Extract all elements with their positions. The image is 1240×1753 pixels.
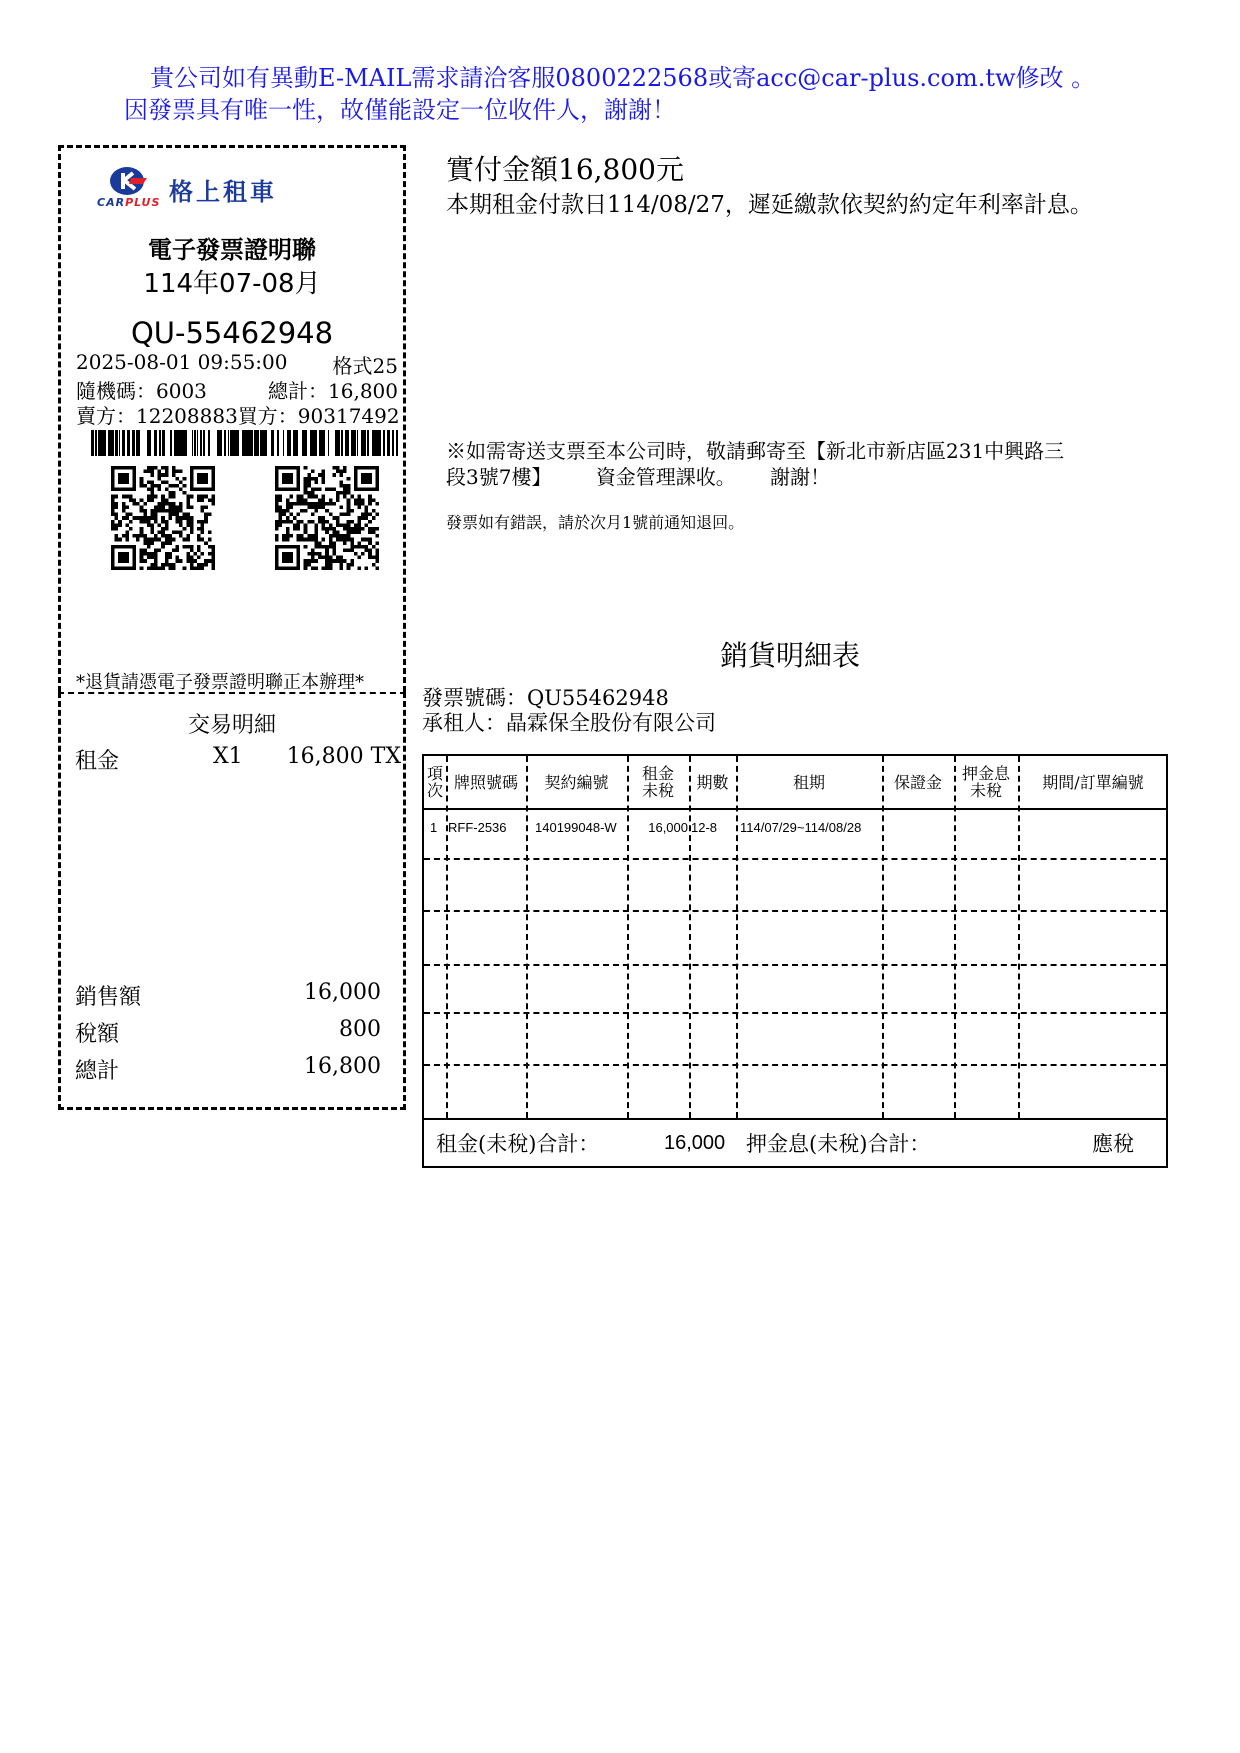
header-dep-int-line1: 押金息 xyxy=(961,764,1010,783)
header-order: 期間/訂單編號 xyxy=(1042,772,1144,792)
receipt-random-code: 隨機碼：6003 xyxy=(76,379,207,403)
header-deposit: 保證金 xyxy=(893,772,942,792)
row-rent: 16,000 xyxy=(648,820,688,835)
header-dep-int-line2: 未稅 xyxy=(969,781,1002,800)
return-note: *退貨請憑電子發票證明聯正本辦理* xyxy=(76,672,364,693)
e-invoice-receipt xyxy=(58,145,406,692)
header-seq xyxy=(424,756,446,808)
row-plate: RFF-2536 xyxy=(448,820,507,835)
row-term: 114/07/29~114/08/28 xyxy=(740,820,862,835)
error-note: 發票如有錯誤，請於次月1號前通知退回。 xyxy=(446,513,745,532)
receipt-datetime: 2025-08-01 09:55:00 xyxy=(76,350,288,374)
item-amount: 16,800 TX xyxy=(286,744,401,769)
tax-label: 稅額 xyxy=(75,1022,120,1047)
header-rent-line1: 租金 xyxy=(641,764,674,783)
invoice-barcode xyxy=(91,430,399,456)
logo-chinese: 格上租車 xyxy=(169,178,277,206)
sales-detail-table xyxy=(422,754,1168,1168)
sales-amount-row xyxy=(75,980,381,1011)
total-amount-row xyxy=(75,1054,381,1085)
sales-label: 銷售額 xyxy=(75,985,142,1010)
receipt-buyer: 買方：90317492 xyxy=(237,404,400,428)
carplus-logo xyxy=(97,166,307,216)
header-contract: 契約編號 xyxy=(544,772,609,792)
cheque-mailing-note xyxy=(446,438,1106,490)
header-plate: 牌照號碼 xyxy=(453,772,518,792)
paid-amount: 實付金額16,800元 xyxy=(446,153,684,186)
receipt-period: 114年07-08月 xyxy=(143,269,321,299)
cheque-note-line1: ※如需寄送支票至本公司時，敬請郵寄至【新北市新店區231中興路三 xyxy=(446,439,1065,463)
footer-deposit-interest-label: 押金息(未稅)合計： xyxy=(746,1132,931,1156)
cheque-thanks: 謝謝！ xyxy=(770,465,831,489)
row-periods: 12-8 xyxy=(691,820,718,835)
header-rent-line2: 未稅 xyxy=(641,781,674,800)
receipt-party-row xyxy=(76,400,398,429)
tax-amount-row xyxy=(75,1017,381,1048)
recipient-notice: 因發票具有唯一性，故僅能設定一位收件人，謝謝！ xyxy=(124,96,676,124)
qr-code-left xyxy=(111,466,215,570)
item-qty: X1 xyxy=(213,744,243,769)
header-periods: 期數 xyxy=(696,772,729,792)
header-term: 租期 xyxy=(792,772,825,792)
footer-rent-value: 16,000 xyxy=(664,1132,726,1154)
footer-tax-type: 應稅 xyxy=(1092,1132,1134,1156)
lessee-name: 承租人：晶霖保全股份有限公司 xyxy=(422,711,716,735)
cheque-address-end: 段3號7樓】 xyxy=(446,465,552,489)
tax-value: 800 xyxy=(339,1017,381,1042)
total-label: 總計 xyxy=(75,1059,120,1084)
receipt-seller: 賣方：12208883 xyxy=(76,404,238,428)
header-seq-line1: 項 xyxy=(426,764,443,783)
receipt-invoice-number: QU-55462948 xyxy=(130,316,334,350)
row-seq: 1 xyxy=(430,820,438,835)
receipt-title: 電子發票證明聯 xyxy=(148,236,316,264)
item-name: 租金 xyxy=(75,749,120,774)
transaction-detail xyxy=(58,692,406,1110)
sales-value: 16,000 xyxy=(304,980,381,1005)
qr-code-right xyxy=(275,466,379,570)
cheque-note-line2 xyxy=(446,464,1106,490)
header-deposit-interest xyxy=(954,756,1018,808)
row-contract: 140199048-W xyxy=(535,820,617,835)
sales-detail-title: 銷貨明細表 xyxy=(720,639,861,672)
logo-car-text: CAR xyxy=(97,196,126,209)
sales-invoice-number: 發票號碼：QU55462948 xyxy=(422,686,669,710)
total-value: 16,800 xyxy=(304,1054,381,1079)
email-notice: 貴公司如有異動E-MAIL需求請洽客服0800222568或寄acc@car-plus.com.tw修改 。 xyxy=(150,64,1096,92)
receipt-total: 總計：16,800 xyxy=(268,379,398,403)
logo-english xyxy=(97,196,160,209)
header-rent xyxy=(627,756,689,808)
footer-rent-label: 租金(未稅)合計： xyxy=(436,1132,600,1156)
logo-plus-text: PLUS xyxy=(125,196,161,209)
transaction-detail-title: 交易明細 xyxy=(187,713,276,738)
cheque-department: 資金管理課收。 xyxy=(595,465,736,489)
receipt-format: 格式25 xyxy=(332,354,398,378)
payment-due-note: 本期租金付款日114/08/27，遲延繳款依契約約定年利率計息。 xyxy=(446,192,1093,218)
carplus-logo-icon xyxy=(109,166,149,196)
header-seq-line2: 次 xyxy=(426,781,443,800)
